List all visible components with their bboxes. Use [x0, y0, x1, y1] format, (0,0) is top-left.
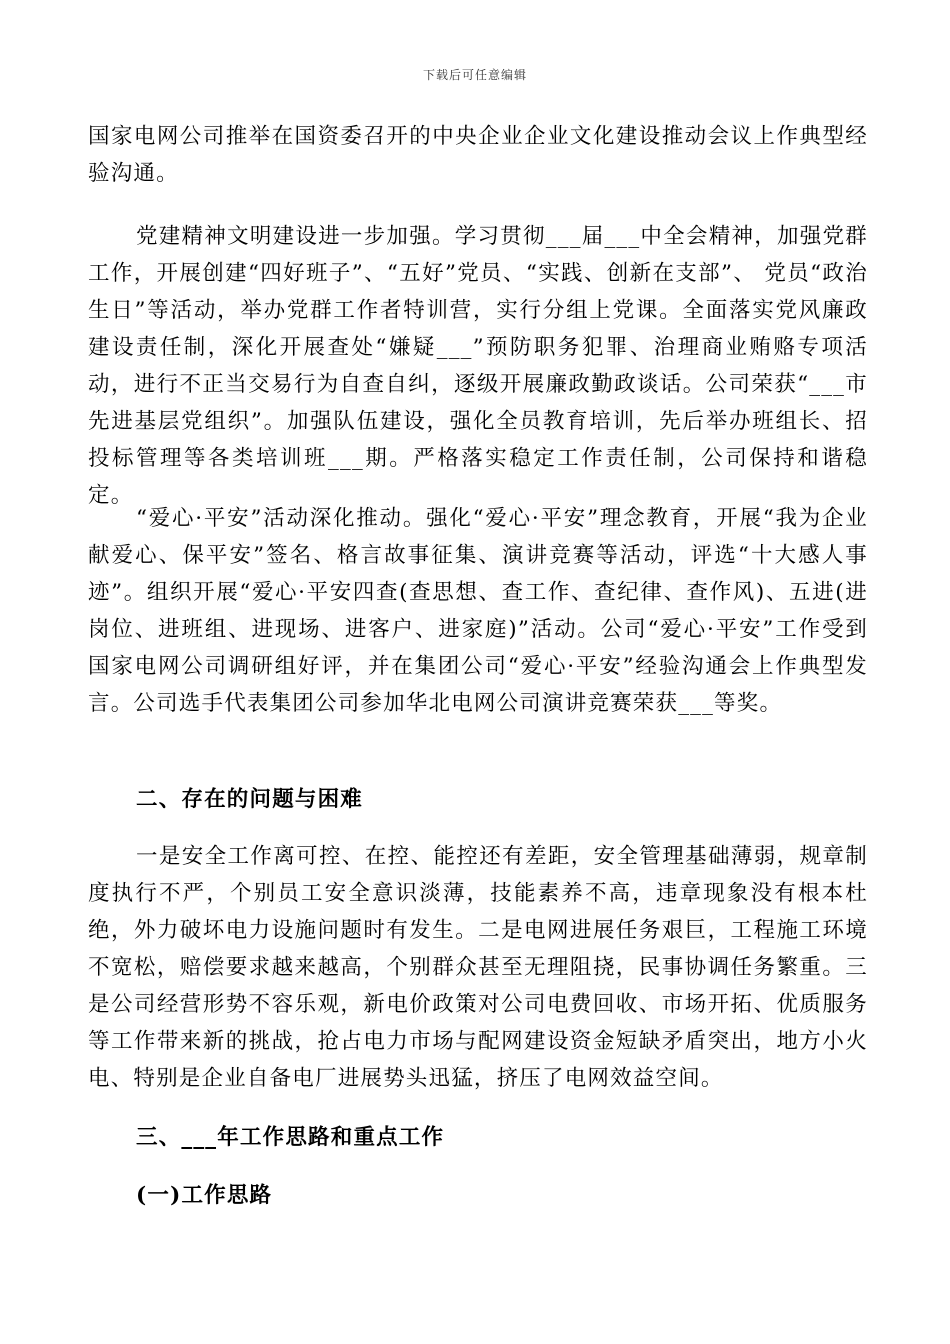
paragraph-problems: 一是安全工作离可控、在控、能控还有差距，安全管理基础薄弱，规章制度执行不严，个别员工安全意识淡薄，技能素养不高，违章现象没有根本杜绝，外力破坏电力设施问题时有发生。二是电网进展任务艰巨，工程施工环境不宽松，赔偿要求越来越高，个别群众甚至无理阻挠，民事协调任务繁重。三是公司经营形势不容乐观，新电价政策对公司电费回收、市场开拓、优质服务等工作带来新的挑战，抢占电力市场与配网建设资金短缺矛盾突出，地方小火电、特别是企业自备电厂进展势头迅猛，挤压了电网效益空间。: [88, 844, 868, 1091]
header-note: 下载后可任意编辑: [422, 68, 527, 82]
paragraph-continuation: 国家电网公司推举在国资委召开的中央企业企业文化建设推动会议上作典型经验沟通。: [88, 124, 868, 186]
section-heading-problems: 二、存在的问题与困难: [136, 787, 364, 812]
section-heading-work-plan: 三、___年工作思路和重点工作: [136, 1125, 445, 1150]
paragraph-party-building: 党建精神文明建设进一步加强。学习贯彻___届___中全会精神，加强党群工作，开展创建“四好班子”、“五好”党员、“实践、创新在支部”、 党员“政治生日”等活动，举办党群工作者特训营，实行分组上党课。全面落实党风廉政建设责任制，深化开展查处“嫌疑___”预防职务犯罪、治理商业贿赂专项活动，进行不正当交易行为自查自纠，逐级开展廉政勤政谈话。公司荣获“___市先进基层党组织”。加强队伍建设，强化全员教育培训，先后举办班组长、招投标管理等各类培训班___期。严格落实稳定工作责任制，公司保持和谐稳定。: [88, 224, 868, 508]
subsection-heading-work-ideas: (一)工作思路: [136, 1183, 273, 1208]
paragraph-love-safety: “爱心·平安”活动深化推动。强化“爱心·平安”理念教育，开展“我为企业献爱心、保平安”签名、格言故事征集、演讲竞赛等活动，评选“十大感人事迹”。组织开展“爱心·平安四查(查思想、查工作、查纪律、查作风)、五进(进岗位、进班组、进现场、进客户、进家庭)”活动。公司“爱心·平安”工作受到国家电网公司调研组好评，并在集团公司“爱心·平安”经验沟通会上作典型发言。公司选手代表集团公司参加华北电网公司演讲竞赛荣获___等奖。: [88, 506, 868, 716]
